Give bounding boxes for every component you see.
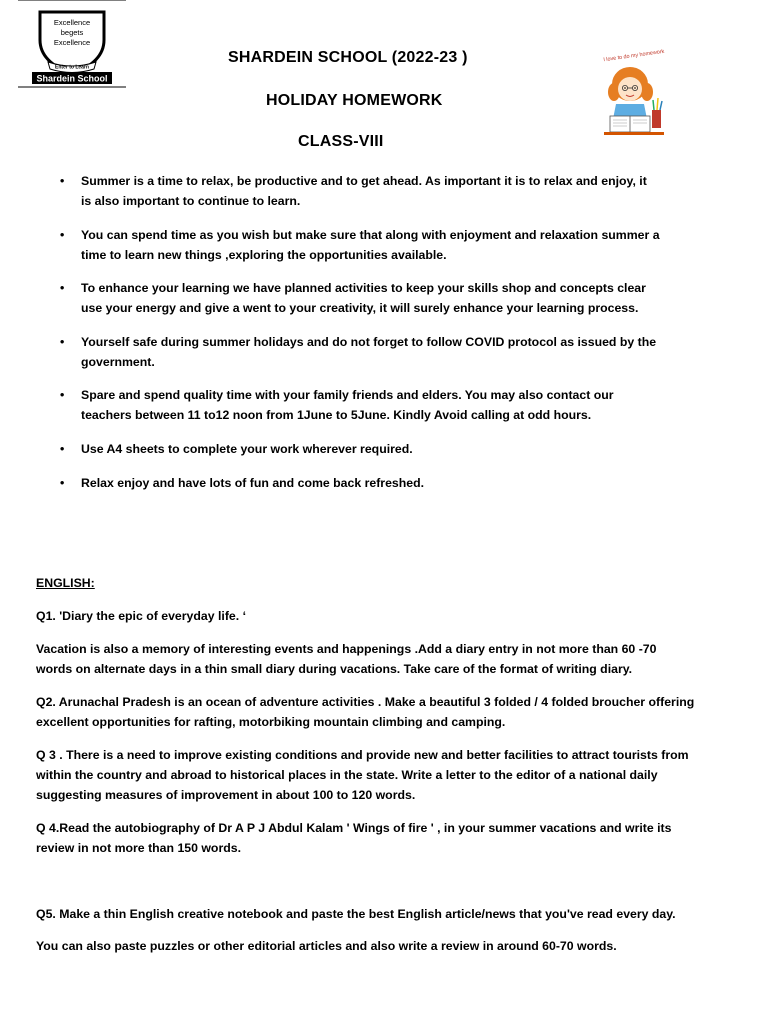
bullet-icon: • bbox=[60, 227, 65, 242]
logo-school-name: Shardein School bbox=[36, 73, 108, 84]
bullet-text: Relax enjoy and have lots of fun and come back refreshed. bbox=[81, 475, 425, 490]
list-item bbox=[60, 171, 660, 211]
bullet-icon: • bbox=[60, 334, 65, 349]
english-q4: Q 4.Read the autobiography of Dr A P J Abdul Kalam ' Wings of fire ' , in your summer vacations and write its review in not more than 150 words. bbox=[36, 821, 672, 855]
bullet-icon: • bbox=[60, 388, 65, 403]
bullet-icon: • bbox=[60, 475, 65, 490]
english-heading: ENGLISH: bbox=[36, 576, 95, 590]
english-q1-text: Vacation is also a memory of interesting events and happenings .Add a diary entry in not more than 60 -70 words on alternate days in a thin small diary during vacations. Take care of the format of writing diary. bbox=[36, 642, 657, 676]
english-q3: Q 3 . There is a need to improve existing conditions and provide new and better facilities to attract tourists from within the country and abroad to historical places in the state. Write a letter to the editor of a national daily suggesting measures of improvement in about 100 to 120 words. bbox=[36, 748, 689, 802]
list-item bbox=[60, 439, 660, 459]
english-q2: Q2. Arunachal Pradesh is an ocean of adventure activities . Make a beautiful 3 folded / 4 folded broucher offering excellent opportunities for rafting, motorbiking mountain climbing and camping. bbox=[36, 695, 695, 729]
bullet-text: You can spend time as you wish but make sure that along with enjoyment and relaxation summer a time to learn new things ,exploring the opportunities available. bbox=[81, 227, 660, 262]
logo-motto-3: Excellence bbox=[53, 38, 91, 47]
bullet-text: Yourself safe during summer holidays and do not forget to follow COVID protocol as issued by the government. bbox=[81, 334, 657, 369]
homework-caption: I love to do my homework bbox=[603, 48, 665, 64]
list-item bbox=[60, 332, 660, 372]
bullet-text: Spare and spend quality time with your family friends and elders. You may also contact our teachers between 11 to12 noon from 1June to 5June. Kindly Avoid calling at odd hours. bbox=[81, 388, 614, 423]
homework-illustration bbox=[600, 48, 668, 140]
logo-motto-1: Excellence bbox=[53, 18, 91, 27]
bullet-text: Use A4 sheets to complete your work wherever required. bbox=[81, 441, 413, 456]
list-item bbox=[60, 385, 660, 425]
instructions-list bbox=[60, 171, 660, 506]
english-q1-title: Q1. 'Diary the epic of everyday life. ‘ bbox=[36, 609, 247, 623]
logo-motto-2: begets bbox=[60, 28, 84, 37]
english-q5: Q5. Make a thin English creative notebook and paste the best English article/news that you've read every day. bbox=[36, 907, 676, 921]
bullet-icon: • bbox=[60, 281, 65, 296]
school-title: SHARDEIN SCHOOL (2022-23 ) bbox=[228, 49, 468, 66]
homework-subtitle: HOLIDAY HOMEWORK bbox=[266, 92, 443, 109]
english-q5-extra: You can also paste puzzles or other editorial articles and also write a review in around 60-70 words. bbox=[36, 939, 617, 953]
logo-ribbon: Enter to Learn bbox=[55, 64, 89, 71]
bullet-text: Summer is a time to relax, be productive and to get ahead. As important it is to relax and enjoy, it is also important to continue to learn. bbox=[81, 174, 647, 208]
list-item bbox=[60, 225, 660, 265]
list-item bbox=[60, 473, 660, 493]
bullet-icon: • bbox=[60, 174, 65, 188]
list-item bbox=[60, 278, 660, 318]
bullet-icon: • bbox=[60, 441, 65, 456]
class-label: CLASS-VIII bbox=[298, 133, 384, 150]
bullet-text: To enhance your learning we have planned activities to keep your skills shop and concepts clear use your energy and give a went to your creativity, it will surely enhance your learning process. bbox=[81, 281, 646, 316]
school-logo bbox=[18, 0, 126, 88]
